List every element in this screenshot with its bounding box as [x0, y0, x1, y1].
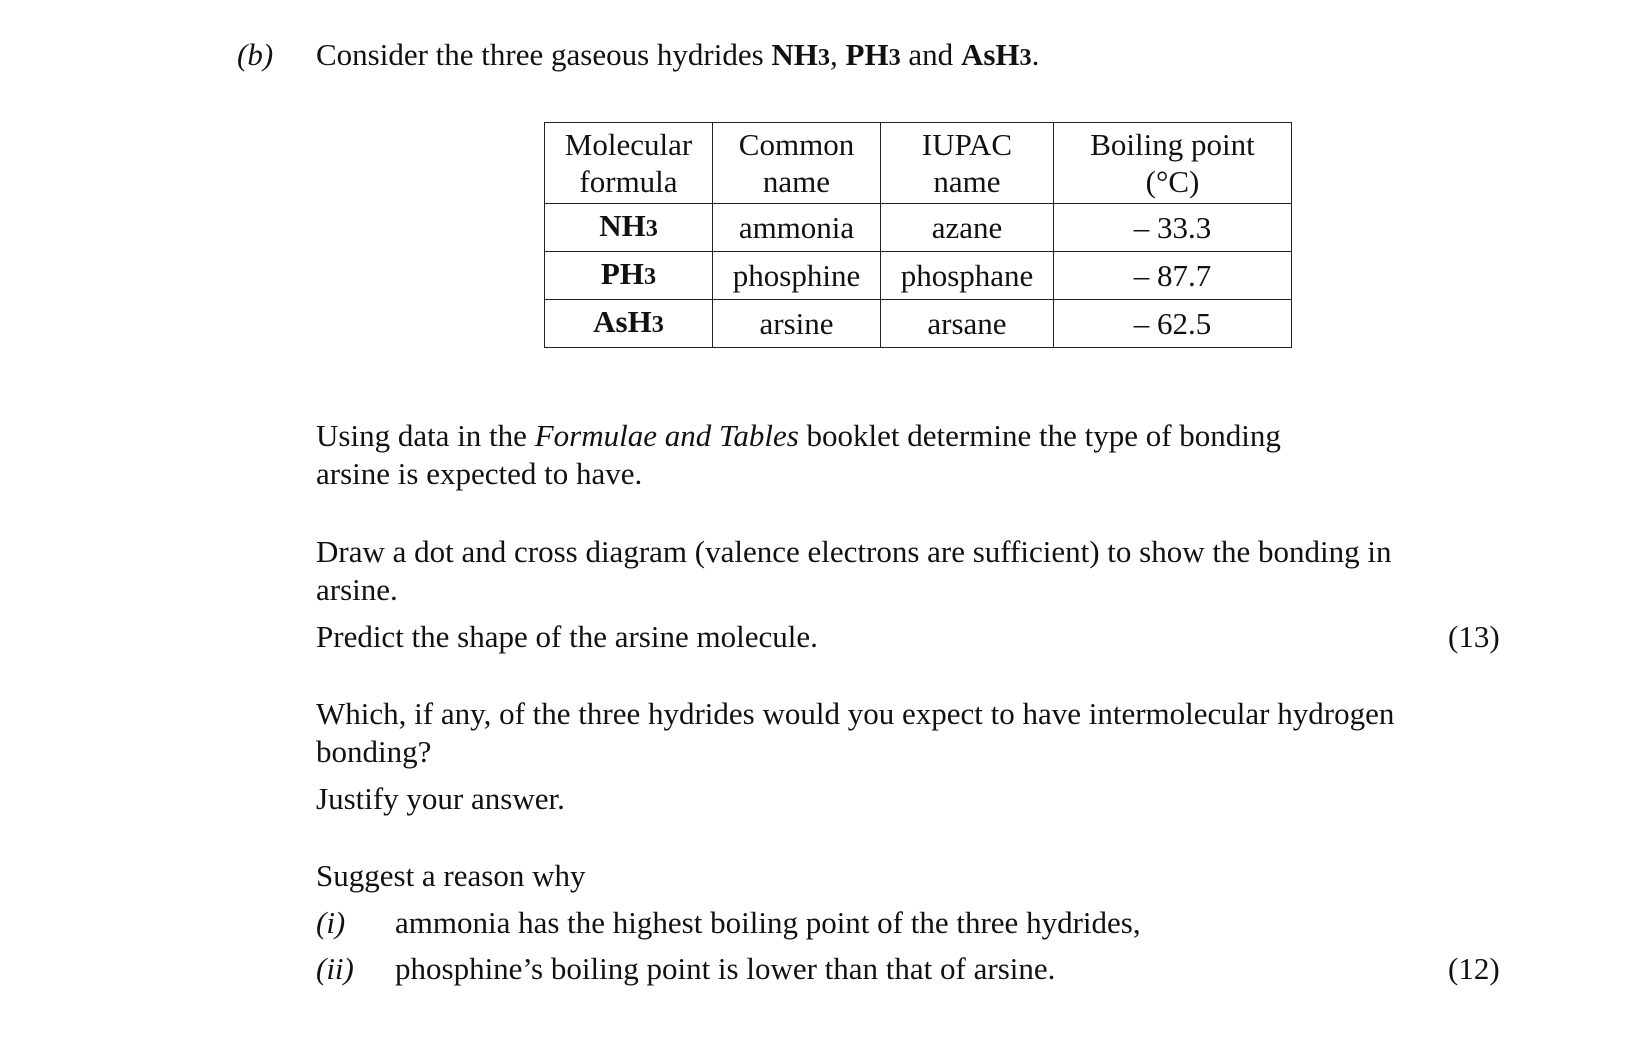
q4-item-label: (i) — [316, 905, 346, 940]
q4-intro: Suggest a reason why — [316, 858, 586, 893]
q4-marks: (12) — [1448, 951, 1500, 986]
cell-iupac-name: arsane — [881, 300, 1054, 348]
q1-line-2: arsine is expected to have. — [316, 456, 643, 491]
q2-marks: (13) — [1448, 619, 1500, 654]
header-common-name: Common name — [713, 123, 881, 204]
formula-nh3: NH3 — [771, 37, 831, 72]
header-iupac-name: IUPAC name — [881, 123, 1054, 204]
cell-boiling-point: – 87.7 — [1054, 252, 1292, 300]
cell-formula: AsH3 — [545, 300, 713, 348]
intro-end: . — [1031, 37, 1040, 72]
intro-sep-1: , — [830, 37, 846, 72]
q4-item-label: (ii) — [316, 951, 354, 986]
q3-line-1: Which, if any, of the three hydrides would you expect to have intermolecular hydrogen — [316, 696, 1395, 731]
intro-sep-2: and — [900, 37, 961, 72]
header-boiling-point: Boiling point (°C) — [1054, 123, 1292, 204]
part-label: (b) — [237, 37, 274, 72]
intro-line — [316, 37, 1039, 76]
cell-formula: NH3 — [545, 204, 713, 252]
formula-ph3: PH3 — [845, 37, 901, 72]
cell-boiling-point: – 62.5 — [1054, 300, 1292, 348]
q3-line-3: Justify your answer. — [316, 781, 565, 816]
q2-line-1: Draw a dot and cross diagram (valence electrons are sufficient) to show the bonding in — [316, 534, 1392, 569]
cell-iupac-name: azane — [881, 204, 1054, 252]
cell-boiling-point: – 33.3 — [1054, 204, 1292, 252]
q4-item-text: phosphine’s boiling point is lower than that of arsine. — [395, 951, 1056, 986]
table-row — [545, 300, 1292, 348]
q4-item-text: ammonia has the highest boiling point of the three hydrides, — [395, 905, 1141, 940]
booklet-title: Formulae and Tables — [534, 418, 799, 453]
table-header-row — [545, 123, 1292, 204]
cell-common-name: ammonia — [713, 204, 881, 252]
hydrides-table — [544, 122, 1292, 348]
formula-ash3: AsH3 — [960, 37, 1032, 72]
q2-line-3: Predict the shape of the arsine molecule. — [316, 619, 818, 654]
q1-line-1: Using data in the Formulae and Tables booklet determine the type of bonding — [316, 418, 1281, 453]
table-row — [545, 252, 1292, 300]
cell-common-name: phosphine — [713, 252, 881, 300]
q3-line-2: bonding? — [316, 734, 432, 769]
header-molecular-formula: Molecular formula — [545, 123, 713, 204]
intro-text: Consider the three gaseous hydrides — [316, 37, 772, 72]
cell-iupac-name: phosphane — [881, 252, 1054, 300]
table-row — [545, 204, 1292, 252]
cell-common-name: arsine — [713, 300, 881, 348]
cell-formula: PH3 — [545, 252, 713, 300]
q2-line-2: arsine. — [316, 572, 398, 607]
